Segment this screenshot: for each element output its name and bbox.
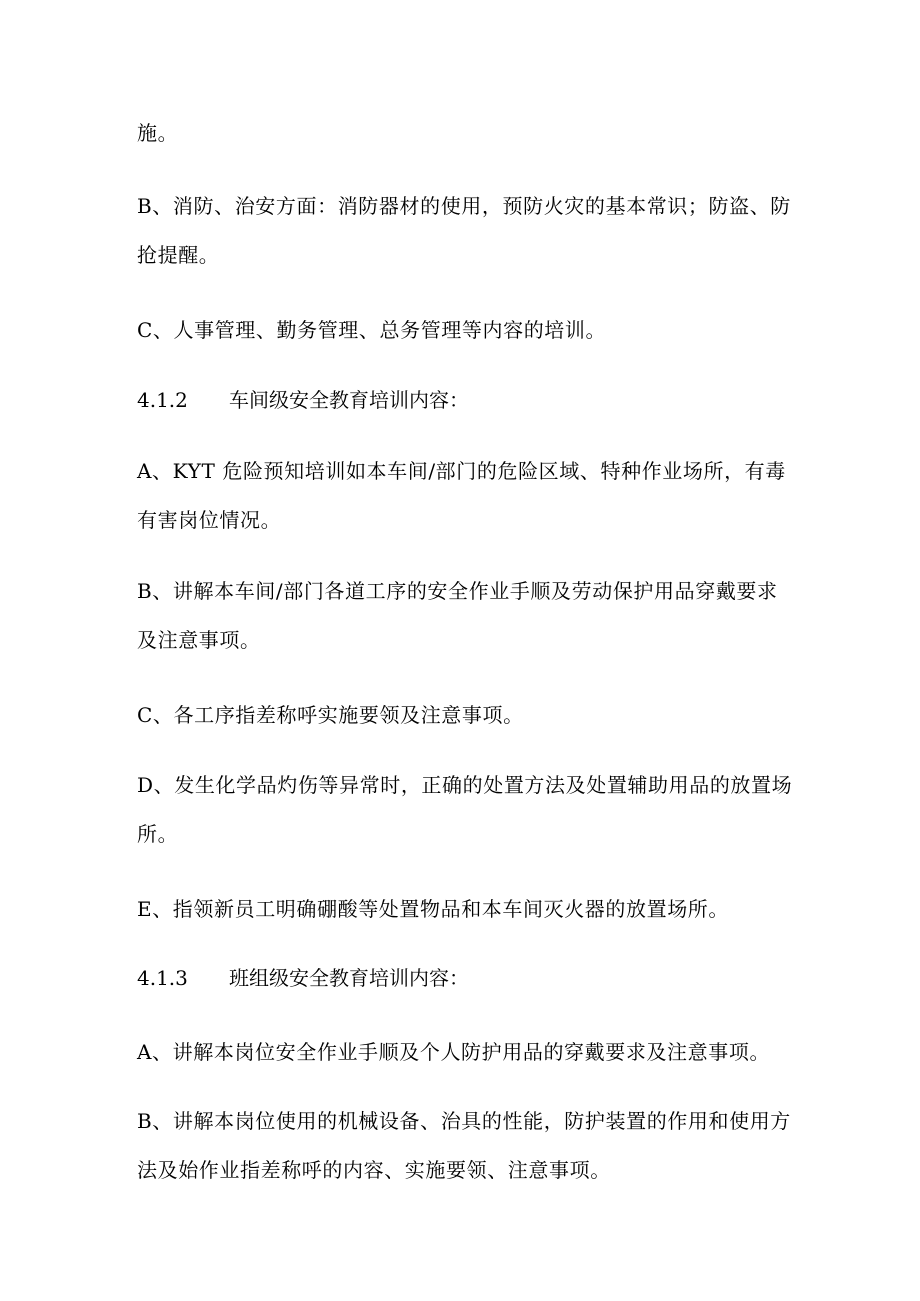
text-line: B、讲解本车间/部门各道工序的安全作业手顺及劳动保护用品穿戴要求 <box>137 579 778 603</box>
text-line: 抢提醒。 <box>137 243 220 267</box>
section-title: 车间级安全教育培训内容： <box>229 388 469 412</box>
text-line: 有害岗位情况。 <box>137 508 282 532</box>
text-line: 及注意事项。 <box>137 628 261 652</box>
text-line: B、讲解本岗位使用的机械设备、治具的性能，防护装置的作用和使用方 <box>137 1109 791 1133</box>
section-heading-4-1-2 <box>137 388 469 412</box>
section-number: 4.1.3 <box>137 966 188 990</box>
text-line: 所。 <box>137 822 179 846</box>
text-line: D、发生化学品灼伤等异常时，正确的处置方法及处置辅助用品的放置场 <box>137 773 793 797</box>
text-line: C、各工序指差称呼实施要领及注意事项。 <box>137 703 524 727</box>
section-number: 4.1.2 <box>137 388 188 412</box>
text-line: 法及始作业指差称呼的内容、实施要领、注意事项。 <box>137 1158 611 1182</box>
text-line: C、人事管理、勤务管理、总务管理等内容的培训。 <box>137 318 607 342</box>
section-title: 班组级安全教育培训内容： <box>229 966 469 990</box>
text-line: E、指领新员工明确硼酸等处置物品和本车间灭火器的放置场所。 <box>137 897 729 921</box>
text-line: B、消防、治安方面：消防器材的使用，预防火灾的基本常识；防盗、防 <box>137 194 791 218</box>
text-line: A、KYT 危险预知培训如本车间/部门的危险区域、特种作业场所，有毒 <box>137 459 786 483</box>
text-line: A、讲解本岗位安全作业手顺及个人防护用品的穿戴要求及注意事项。 <box>137 1040 771 1064</box>
section-heading-4-1-3 <box>137 966 469 990</box>
text-line: 施。 <box>137 121 179 145</box>
